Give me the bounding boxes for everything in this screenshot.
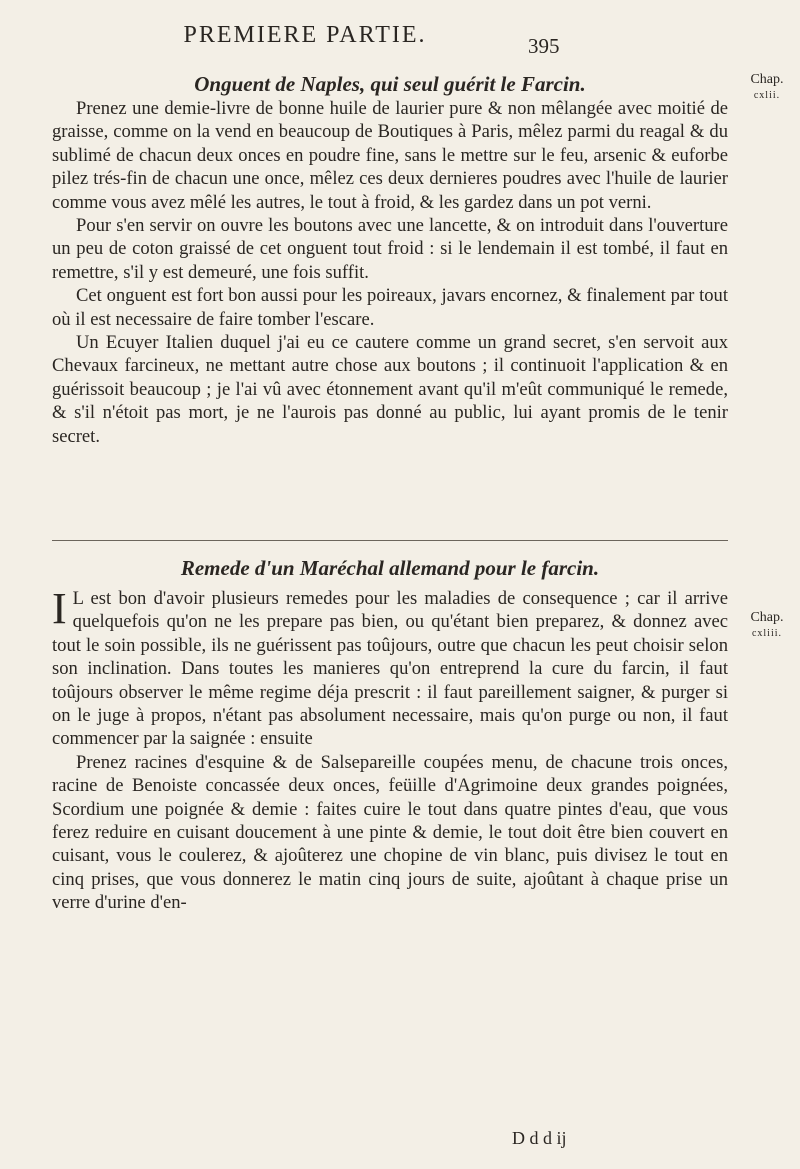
- margin-note-chapter-142: [737, 72, 797, 104]
- paragraph: Pour s'en servir on ouvre les boutons avec une lancette, & on introduit dans l'ouverture un peu de coton graissé de cet onguent tout froid : si le lendemain il est tombé, il faut en remettre, s'il y est demeuré, une fois suffit.: [52, 215, 728, 283]
- margin-note-chapter-143: [737, 610, 797, 642]
- margin-note-label: Chap.: [750, 610, 784, 625]
- margin-note-label: Chap.: [750, 72, 784, 87]
- section-divider: [52, 540, 728, 541]
- section-title: Onguent de Naples, qui seul guérit le Farcin.: [194, 72, 586, 96]
- margin-note-number: cxliii.: [751, 628, 783, 639]
- signature-mark: D d d ij: [512, 1128, 567, 1148]
- section-title: Remede d'un Maréchal allemand pour le farcin.: [180, 556, 600, 580]
- section-remede-marechal: [52, 556, 728, 915]
- page-number: 395: [528, 34, 560, 58]
- paragraph-with-dropcap: [52, 584, 728, 751]
- paragraph: Prenez racines d'esquine & de Salsepareille coupées menu, de chacune trois onces, racine de Benoiste concassée deux onces, feüille d'Agrimoine deux grandes poignées, Scordium une poignée & demie : faites cuire le tout dans quatre pintes d'eau, que vous ferez reduire en cuisant doucement à une pinte & demie, le tout doit être bien couvert en cuisant, vous le coulerez, & ajoûterez une chopine de vin blanc, puis divisez le tout en cinq prises, que vous donnerez le matin cinq jours de suite, ajoûtant à chaque prise un verre d'urine d'en-: [52, 751, 728, 914]
- running-head: PREMIERE PARTIE.: [183, 22, 427, 48]
- paragraph: Cet onguent est fort bon aussi pour les poireaux, javars encornez, & finalement par tout où il est necessaire de faire tomber l'escare.: [52, 285, 728, 330]
- paragraph-text: L est bon d'avoir plusieurs remedes pour les maladies de consequence ; car il arrive quelquefois qu'on ne les prepare pas bien, ou qu'étant bien preparez, & donnez avec tout le soin possible, ils ne guérissent pas toûjours, outre que chacun les peut choisir selon son inclination. Dans toutes les manieres qu'on entreprend la cure du farcin, il faut toûjours observer le même regime déja prescrit : il faut pareillement saigner, & purger si on le juge à propos, n'étant pas absolument necessaire, mais qu'on purge ou non, il faut commencer par la saignée : ensuite: [52, 588, 728, 750]
- paragraph: Prenez une demie-livre de bonne huile de laurier pure & non mêlangée avec moitié de graisse, comme on la vend en beaucoup de Boutiques à Paris, mêlez parmi du reagal & du sublimé de chacun deux onces en poudre fine, sans le mettre sur le feu, arsenic & euforbe pilez trés-fin de chacun une once, mêlez ces deux dernieres poudres avec l'huile de laurier comme vous avez mêlé les autres, le tout à froid, & les gardez dans un pot verni.: [52, 98, 728, 213]
- section-onguent-de-naples: [52, 72, 728, 448]
- drop-cap: I: [52, 584, 67, 633]
- paragraph: Un Ecuyer Italien duquel j'ai eu ce cautere comme un grand secret, s'en servoit aux Chevaux farcineux, ne mettant autre chose aux boutons ; il continuoit l'application & en guérissoit beaucoup ; je l'ai vû avec étonnement avant qu'il m'eût communiqué le remede, & s'il n'étoit pas mort, je ne l'aurois pas donné au public, lui ayant promis de le tenir secret.: [52, 332, 728, 447]
- margin-note-number: cxlii.: [753, 90, 781, 101]
